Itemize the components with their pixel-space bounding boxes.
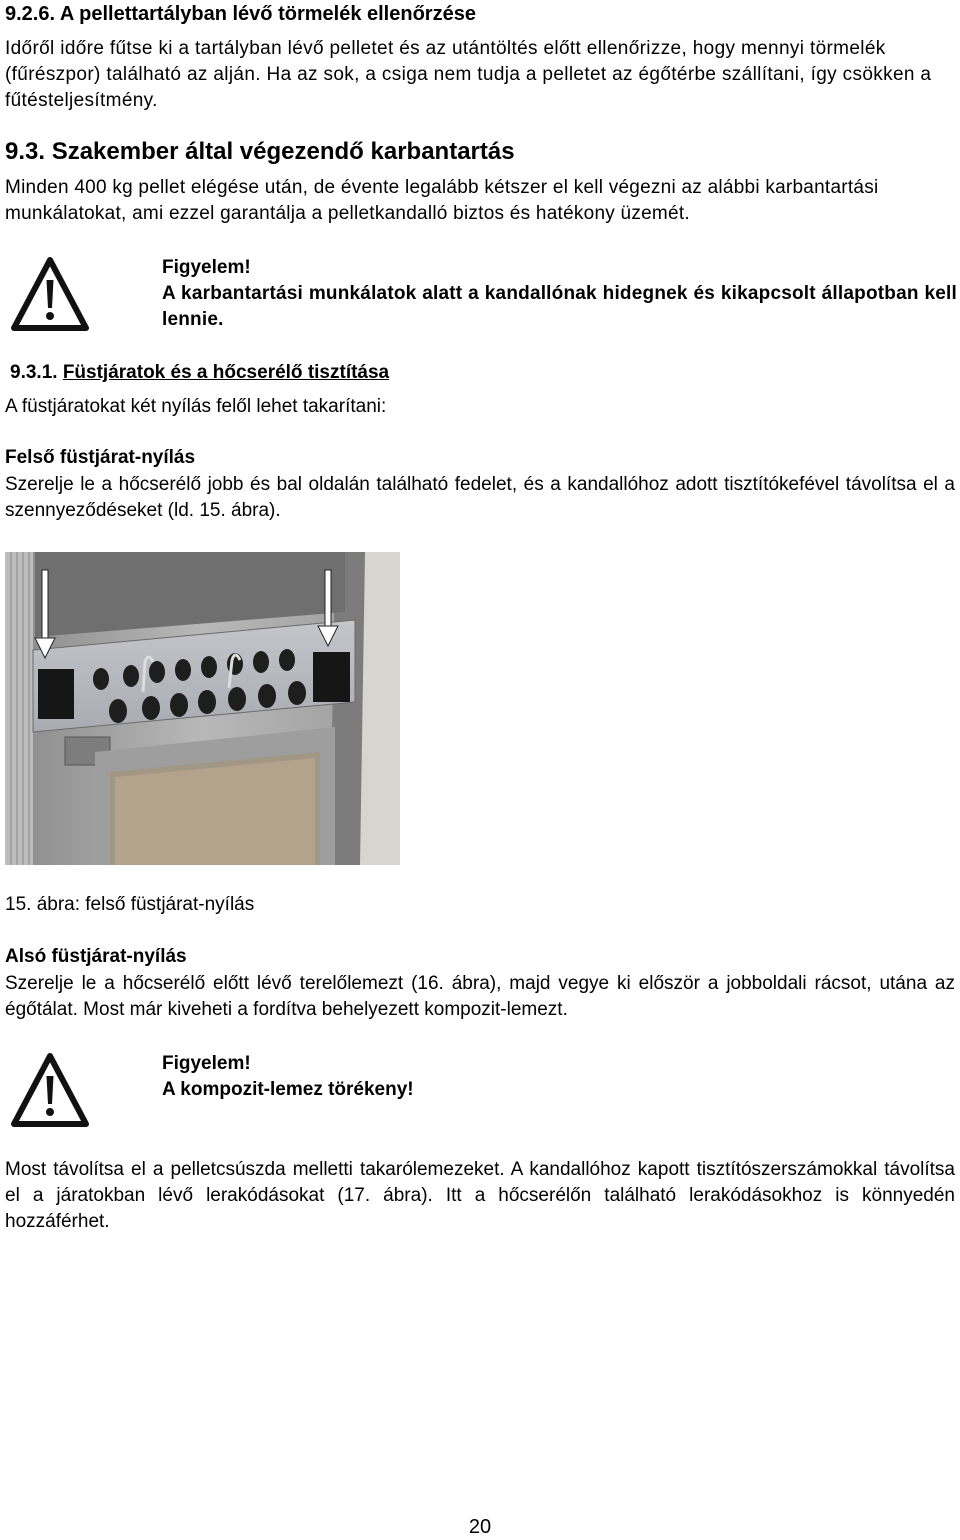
lower-opening-paragraph: Szerelje le a hőcserélő előtt lévő terelőlemezt (16. ábra), majd vegye ki először a jobboldali rácsot, utána az égőtálat. Most már kiveheti a fordítva behelyezett kompozit-lemezt. [5,973,955,1020]
figure-15-caption: 15. ábra: felső füstjárat-nyílás [5,894,255,915]
lower-opening-heading: Alsó füstjárat-nyílás [5,946,187,967]
upper-opening-heading: Felső füstjárat-nyílás [5,447,196,468]
warning-1-label: Figyelem! [162,257,251,278]
warning-2-text: A kompozit-lemez törékeny! [162,1079,414,1100]
warning-triangle-icon [10,256,90,332]
final-paragraph: Most távolítsa el a pelletcsúszda melletti takarólemezeket. A kandallóhoz kapott tisztítószerszámokkal távolítsa el a járatokban lévő lerakódásokat (17. ábra). Itt a hőcserélőn található lerakódásokhoz is könnyedén hozzáférhet. [5,1159,955,1232]
warning-triangle-icon [10,1052,90,1128]
heat-exchanger-illustration [5,552,400,865]
section-931-number: 9.3.1. [10,362,58,383]
section-93-title: 9.3. Szakember által végezendő karbantartás [5,138,515,165]
section-93-paragraph: Minden 400 kg pellet elégése után, de évente legalább kétszer el kell végezni az alábbi karbantartási munkálatokat, ami ezzel garantálja a pelletkandalló biztos és hatékony üzemét. [5,177,879,224]
section-931-title-line [10,361,950,385]
section-931-title: Füstjáratok és a hőcserélő tisztítása [62,362,390,383]
upper-opening-paragraph: Szerelje le a hőcserélő jobb és bal oldalán található fedelet, és a kandallóhoz adott tisztítókefével távolítsa el a szennyeződéseket (ld. 15. ábra). [5,474,955,521]
section-926-paragraph: Időről időre fűtse ki a tartályban lévő pelletet és az utántöltés előtt ellenőrizze, hogy mennyi törmelék (fűrészpor) található az alján. Ha az sok, a csiga nem tudja a pelletet az égőtérbe szállítani, így csökken a fűtésteljesítmény. [5,38,932,111]
warning-1-text: A karbantartási munkálatok alatt a kandallónak hidegnek és kikapcsolt állapotban kell lennie. [162,283,957,330]
page-number: 20 [468,1516,492,1538]
figure-15-photo [5,552,400,865]
section-926-title: 9.2.6. A pellettartályban lévő törmelék ellenőrzése [5,3,476,25]
section-931-intro: A füstjáratokat két nyílás felől lehet takarítani: [5,396,387,417]
warning-2-label: Figyelem! [162,1053,251,1074]
